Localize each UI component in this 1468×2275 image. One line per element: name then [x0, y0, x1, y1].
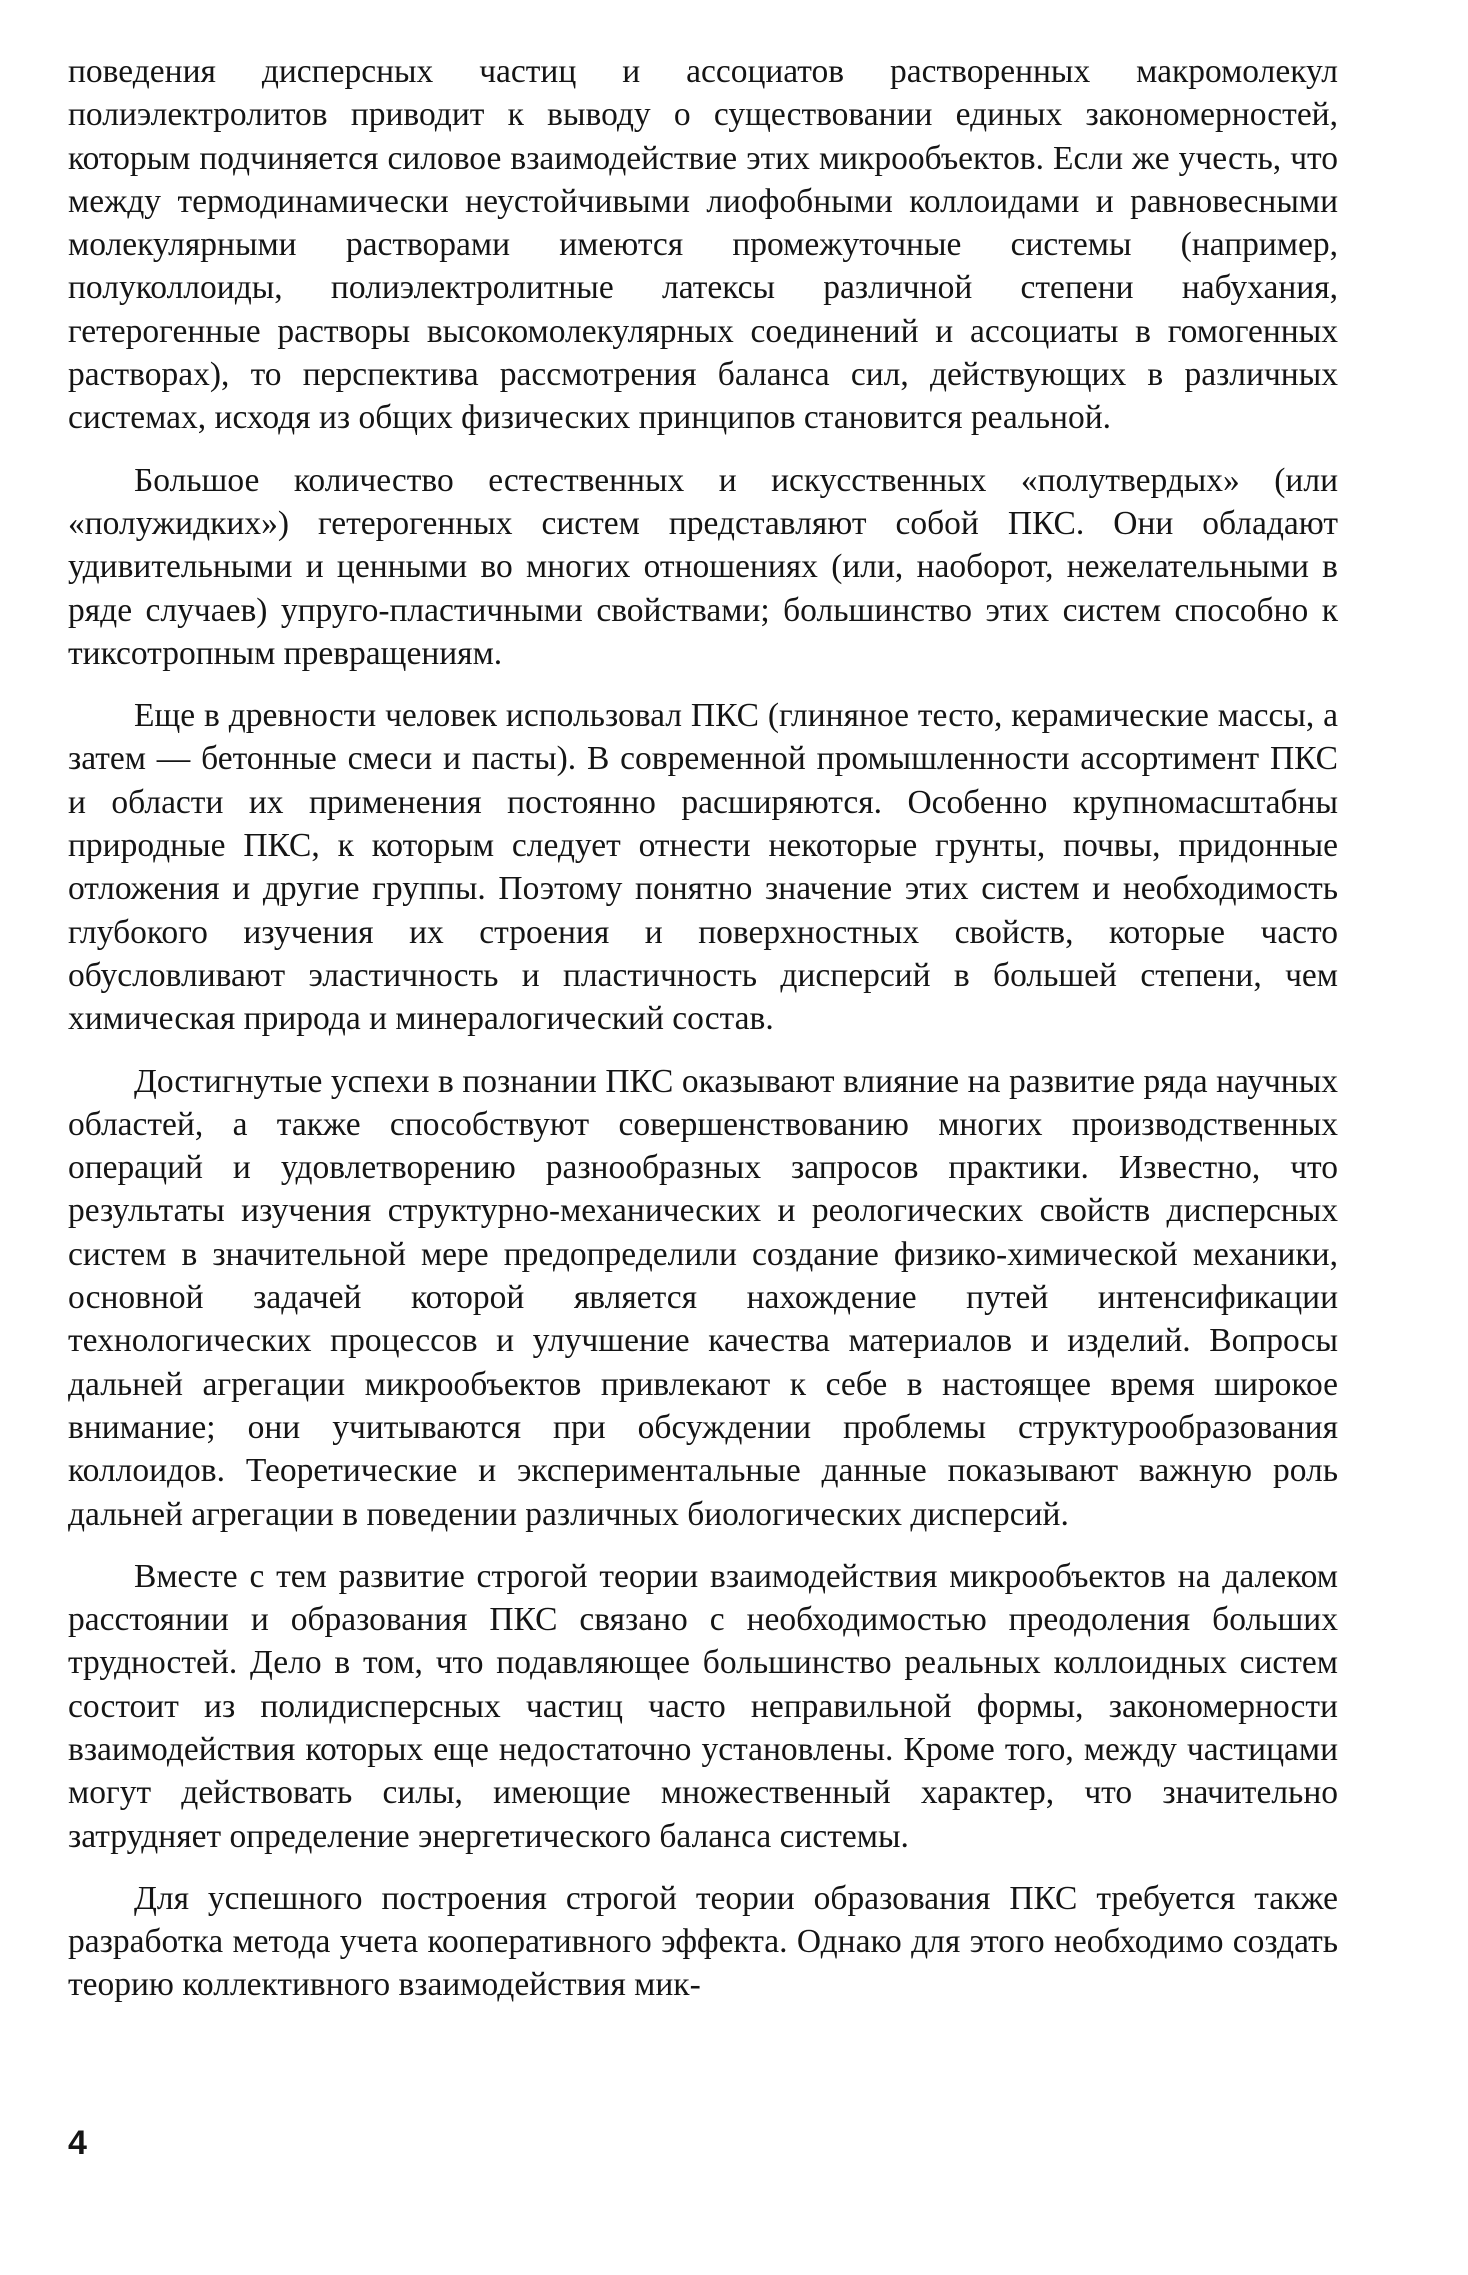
- paragraph-2: Большое количество естественных и искусственных «полутвердых» (или «полужидких») гетерогенных систем представляют собой ПКС. Они обладают удивительными и ценными во многих отношениях (или, наоборот, нежелательными в ряде случаев) упруго-пластичными свойствами; большинство этих систем способно к тиксотропным превращениям.: [68, 461, 1338, 672]
- page-text-block: [68, 50, 1338, 2026]
- paragraph-5: Вместе с тем развитие строгой теории взаимодействия микрообъектов на далеком расстоянии и образования ПКС связано с необходимостью преодоления больших трудностей. Дело в том, что подавляющее большинство реальных коллоидных систем состоит из полидисперсных частиц часто неправильной формы, закономерности взаимодействия которых еще недостаточно установлены. Кроме того, между частицами могут действовать силы, имеющие множественный характер, что значительно затрудняет определение энергетического баланса системы.: [68, 1557, 1338, 1855]
- paragraph-6: Для успешного построения строгой теории образования ПКС требуется также разработка метода учета кооперативного эффекта. Однако для этого необходимо создать теорию коллективного взаимодействия мик-: [68, 1879, 1338, 2004]
- page-number: 4: [68, 2124, 87, 2162]
- paragraph-3: Еще в древности человек использовал ПКС (глиняное тесто, керамические массы, а затем — бетонные смеси и пасты). В современной промышленности ассортимент ПКС и области их применения постоянно расширяются. Особенно крупномасштабны природные ПКС, к которым следует отнести некоторые грунты, почвы, придонные отложения и другие группы. Поэтому понятно значение этих систем и необходимость глубокого изучения их строения и поверхностных свойств, которые часто обусловливают эластичность и пластичность дисперсий в большей степени, чем химическая природа и минералогический состав.: [68, 697, 1338, 1038]
- paragraph-4: Достигнутые успехи в познании ПКС оказывают влияние на развитие ряда научных областей, а также способствуют совершенствованию многих производственных операций и удовлетворению разнообразных запросов практики. Известно, что результаты изучения структурно-механических и реологических свойств дисперсных систем в значительной мере предопределили создание физико-химической механики, основной задачей которой является нахождение путей интенсификации технологических процессов и улучшение качества материалов и изделий. Вопросы дальней агрегации микрообъектов привлекают к себе в настоящее время широкое внимание; они учитываются при обсуждении проблемы структурообразования коллоидов. Теоретические и экспериментальные данные показывают важную роль дальней агрегации в поведении различных биологических дисперсий.: [68, 1062, 1338, 1533]
- paragraph-1: поведения дисперсных частиц и ассоциатов растворенных макромолекул полиэлектролитов приводит к выводу о существовании единых закономерностей, которым подчиняется силовое взаимодействие этих микрообъектов. Если же учесть, что между термодинамически неустойчивыми лиофобными коллоидами и равновесными молекулярными растворами имеются промежуточные системы (например, полуколлоиды, полиэлектролитные латексы различной степени набухания, гетерогенные растворы высокомолекулярных соединений и ассоциаты в гомогенных растворах), то перспектива рассмотрения баланса сил, действующих в различных системах, исходя из общих физических принципов становится реальной.: [68, 53, 1338, 437]
